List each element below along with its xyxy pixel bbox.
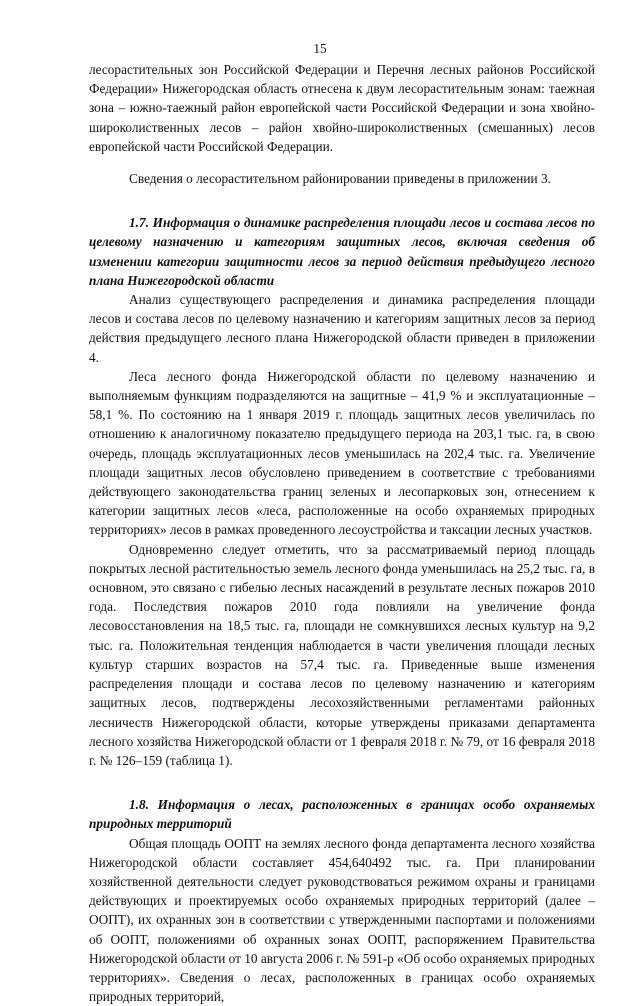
paragraph-oopt: Общая площадь ООПТ на землях лесного фонда департамента лесного хозяйства Нижегородской области составляет 454,640492 тыс. га. При планировании хозяйственной деятельности следует руководствоваться режимом охраны и границами действующих и проектируемых особо охраняемых природных территорий (далее – ООПТ), их охранных зон в соответствии с утвержденными паспортами и положениями об ООПТ, положениями об охранных зонах ООПТ, распоряжением Правительства Нижегородской области от 10 августа 2006 г. № 591-р «Об особо охраняемых природных территориях». Сведения о лесах, расположенных в границах особо охраняемых природных территорий, — [89, 835, 595, 1005]
paragraph-lesorastitelnye-zony: лесорастительных зон Российской Федерации и Перечня лесных районов Российской Федерации» Нижегородская область отнесена к двум лесорастительным зонам: таежная зона – южно-таежный район европейской части Российской Федерации и зона хвойно-широколиственных лесов – район хвойно-широколиственных (смешанных) лесов европейской части Российской Федерации. — [89, 62, 595, 154]
paragraph-pozhary-2010: Одновременно следует отметить, что за рассматриваемый период площадь покрытых лесной растительностью земель лесного фонда уменьшилась на 25,2 тыс. га, в основном, это связано с гибелью лесных насаждений в результате лесных пожаров 2010 года. Последствия пожаров 2010 года повлияли на увеличение фонда лесовосстановления на 18,5 тыс. га, площади не сомкнувшихся лесных культур на 9,2 тыс. га. Положительная тенденция наблюдается в части увеличения площади лесных культур старших возрастов на 57,4 тыс. га. Приведенные выше изменения распределения площади и состава лесов по целевому назначению и категориям защитных лесов, подтверждены лесохозяйственными регламентами районных лесничеств Нижегородской области, которые утверждены приказами департамента лесного хозяйства Нижегородской области от 1 февраля 2018 г. № 79, от 16 февраля 2018 г. № 126–159 (таблица 1). — [89, 541, 595, 768]
page-body — [89, 60, 595, 1006]
paragraph-zashchitnye-leса: Леса лесного фонда Нижегородской области по целевому назначению и выполняемым функциям подразделяются на защитные – 41,9 % и эксплуатационные – 58,1 %. По состоянию на 1 января 2019 г. площадь защитных лесов увеличилась по отношению к аналогичному показателю предыдущего периода на 203,1 тыс. га, в свою очередь, площадь эксплуатационных лесов уменьшилась на 202,4 тыс. га. Увеличение площади защитных лесов обусловлено приведением в соответствие с требованиями действующего законодательства границ зеленых и лесопарковых зон, отнесением к категории защитных лесов «леса, расположенные на особо охраняемых природных территориях» лесов в рамках проведенного лесоустройства и таксации лесных участков. — [89, 368, 595, 538]
page-number: 15 — [313, 41, 327, 56]
paragraph-analiz-raspredeleniya: Анализ существующего распределения и динамика распределения площади лесов и состава лесов по целевому назначению и категориям защитных лесов за период действия предыдущего лесного плана Нижегородской области приведен в приложении 4. — [89, 292, 595, 365]
section-heading-1-7: 1.7. Информация о динамике распределения площади лесов и состава лесов по целевому назначению и категориям защитных лесов, включая сведения об изменении категории защитности лесов за период действия предыдущего лесного плана Нижегородской области — [89, 215, 595, 288]
paragraph-rayonirovanie-ref: Сведения о лесорастительном районировании приведены в приложении 3. — [129, 171, 551, 187]
section-heading-1-8: 1.8. Информация о лесах, расположенных в границах особо охраняемых природных территорий — [89, 797, 595, 832]
